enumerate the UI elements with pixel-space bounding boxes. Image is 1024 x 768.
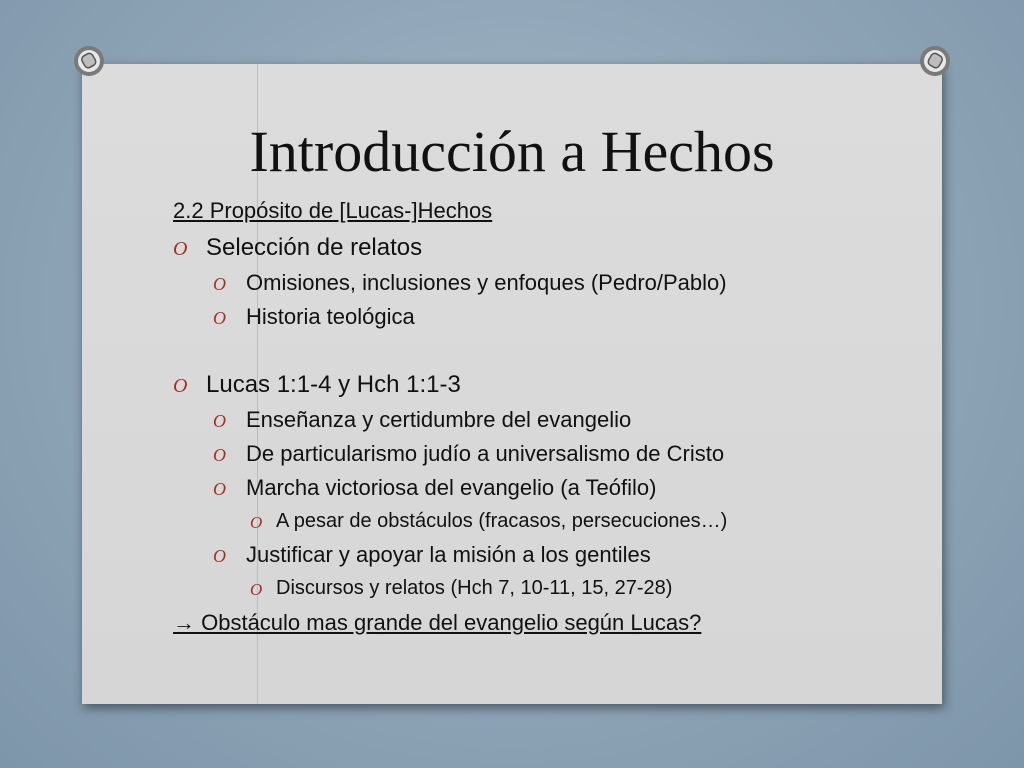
- slide-subtitle: 2.2 Propósito de [Lucas-]Hechos: [173, 198, 493, 223]
- bullet-icon: O: [213, 308, 226, 328]
- list-item-label: Omisiones, inclusiones y enfoques (Pedro/Pablo): [246, 270, 727, 295]
- list-item-label: De particularismo judío a universalismo de Cristo: [246, 441, 725, 466]
- list-item-label: Historia teológica: [246, 304, 415, 329]
- slide-title: Introducción a Hechos: [249, 119, 775, 184]
- slide-content: [173, 198, 933, 641]
- bullet-icon: O: [213, 546, 226, 566]
- list-item-label: Marcha victoriosa del evangelio (a Teófilo): [246, 475, 657, 500]
- list-item: [173, 300, 933, 334]
- list-item-label: A pesar de obstáculos (fracasos, persecuciones…): [276, 510, 728, 532]
- list-item: [173, 538, 933, 572]
- list-item-label: Enseñanza y certidumbre del evangelio: [246, 407, 632, 432]
- list-item-label: Lucas 1:1-4 y Hch 1:1-3: [206, 371, 461, 398]
- bullet-icon: O: [173, 375, 188, 397]
- list-item: [173, 505, 933, 538]
- bullet-icon: O: [250, 580, 263, 599]
- list-item: [173, 437, 933, 471]
- list-item-label: Justificar y apoyar la misión a los gentiles: [246, 542, 651, 567]
- pushpin-icon: [918, 44, 952, 78]
- bullet-icon: O: [173, 238, 188, 260]
- bullet-icon: O: [213, 445, 226, 465]
- list-spacer: [173, 334, 933, 367]
- bullet-icon: O: [250, 513, 263, 532]
- bullet-icon: O: [213, 479, 226, 499]
- bullet-icon: O: [213, 411, 226, 431]
- list-item: [173, 572, 933, 605]
- list-item-label: Discursos y relatos (Hch 7, 10-11, 15, 27-28): [276, 577, 673, 599]
- bullet-icon: O: [213, 274, 226, 294]
- list-item: [173, 230, 933, 266]
- pushpin-icon: [72, 44, 106, 78]
- list-item: [173, 367, 933, 403]
- conclusion-line: [173, 605, 933, 641]
- list-item: [173, 471, 933, 505]
- list-item: [173, 266, 933, 300]
- list-item-label: Selección de relatos: [206, 234, 423, 261]
- list-item: [173, 403, 933, 437]
- conclusion-text: Obstáculo mas grande del evangelio según Lucas?: [195, 610, 702, 635]
- arrow-icon: →: [173, 610, 195, 635]
